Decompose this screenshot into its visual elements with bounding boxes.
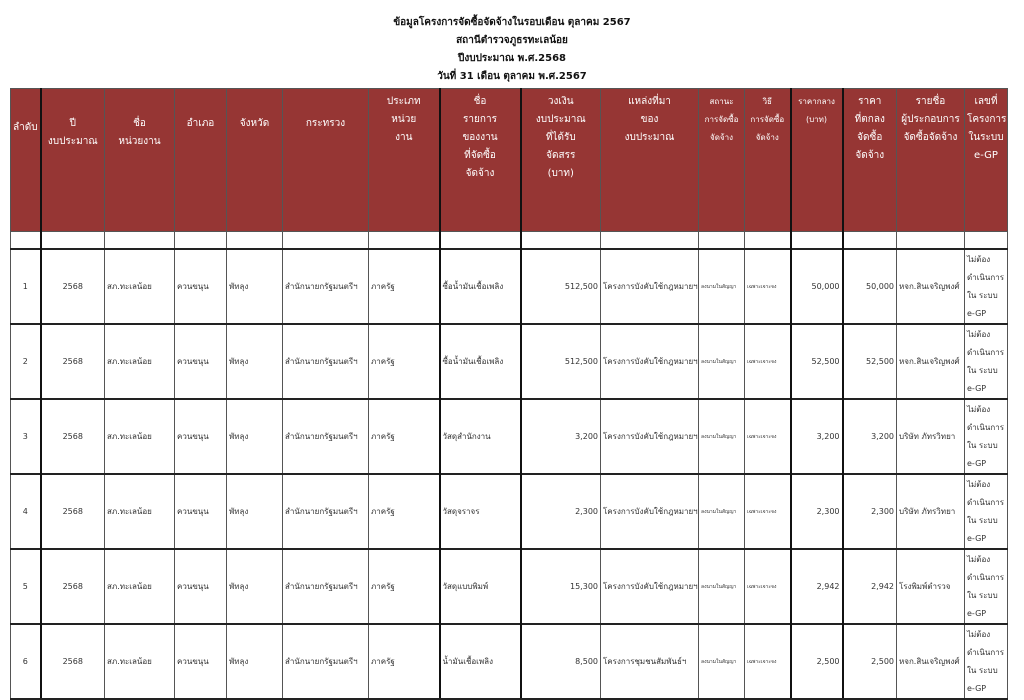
cell-agency-type: ภาครัฐ — [369, 399, 440, 474]
header-label: ราคา ที่ตกลง จัดซื้อ จัดจ้าง — [854, 96, 885, 161]
cell-district: ควนขนุน — [175, 324, 227, 399]
header-vendor — [897, 89, 965, 232]
cell-agreed-price: 52,500 — [843, 324, 897, 399]
header-no — [11, 89, 41, 232]
cell-no: 3 — [11, 399, 41, 474]
table-row — [11, 624, 1008, 699]
cell-agreed-price: 2,942 — [843, 549, 897, 624]
cell-budget-source: โครงการบังคับใช้กฎหมายฯ — [601, 249, 699, 324]
cell-vendor: โรงพิมพ์ตำรวจ — [897, 549, 965, 624]
cell-status: ลงนามในสัญญา — [699, 549, 745, 624]
cell-agency: สภ.ทะเลน้อย — [105, 549, 175, 624]
cell-agency: สภ.ทะเลน้อย — [105, 324, 175, 399]
cell-method: เฉพาะเจาะจง — [745, 399, 791, 474]
header-agency-type — [369, 89, 440, 232]
cell-item-name: วัสดุสำนักงาน — [440, 399, 521, 474]
cell-budget-source: โครงการบังคับใช้กฎหมายฯ — [601, 324, 699, 399]
cell-method: เฉพาะเจาะจง — [745, 624, 791, 699]
cell-median-price: 2,942 — [791, 549, 843, 624]
cell-egp-number: ไม่ต้อง ดำเนินการใน ระบบ e-GP — [965, 324, 1008, 399]
cell-method: เฉพาะเจาะจง — [745, 324, 791, 399]
cell-no: 1 — [11, 249, 41, 324]
cell-median-price: 50,000 — [791, 249, 843, 324]
cell-status: ลงนามในสัญญา — [699, 474, 745, 549]
cell-budget: 15,300 — [521, 549, 601, 624]
cell-budget-source: โครงการบังคับใช้กฎหมายฯ — [601, 549, 699, 624]
header-label: ลำดับ — [13, 122, 38, 133]
cell-ministry: สำนักนายกรัฐมนตรีฯ — [283, 624, 369, 699]
header-label: จังหวัด — [239, 118, 270, 129]
cell-item-name: วัสดุแบบพิมพ์ — [440, 549, 521, 624]
table-row — [11, 399, 1008, 474]
cell-median-price: 3,200 — [791, 399, 843, 474]
header-ministry — [283, 89, 369, 232]
cell-agency: สภ.ทะเลน้อย — [105, 399, 175, 474]
header-label: วงเงิน งบประมาณ ที่ได้รับ จัดสรร (บาท) — [535, 96, 586, 179]
cell-province: พัทลุง — [227, 624, 283, 699]
cell-status: ลงนามในสัญญา — [699, 324, 745, 399]
cell-vendor: บริษัท ภัทรวิทยา — [897, 399, 965, 474]
cell-agency: สภ.ทะเลน้อย — [105, 474, 175, 549]
header-label: กระทรวง — [305, 118, 346, 129]
cell-year: 2568 — [41, 249, 105, 324]
cell-ministry: สำนักนายกรัฐมนตรีฯ — [283, 549, 369, 624]
blank-row — [11, 232, 1008, 250]
cell-egp-number: ไม่ต้อง ดำเนินการใน ระบบ e-GP — [965, 399, 1008, 474]
header-label: สถานะ การจัดซื้อ จัดจ้าง — [704, 97, 739, 142]
header-province — [227, 89, 283, 232]
cell-item-name: ซื้อน้ำมันเชื้อเพลิง — [440, 249, 521, 324]
cell-district: ควนขนุน — [175, 624, 227, 699]
cell-agency-type: ภาครัฐ — [369, 624, 440, 699]
cell-province: พัทลุง — [227, 249, 283, 324]
cell-vendor: หจก.สินเจริญพงศ์ — [897, 624, 965, 699]
cell-median-price: 2,500 — [791, 624, 843, 699]
cell-agreed-price: 3,200 — [843, 399, 897, 474]
cell-agreed-price: 2,300 — [843, 474, 897, 549]
cell-province: พัทลุง — [227, 549, 283, 624]
cell-item-name: วัสดุจราจร — [440, 474, 521, 549]
cell-district: ควนขนุน — [175, 549, 227, 624]
cell-agreed-price: 2,500 — [843, 624, 897, 699]
cell-ministry: สำนักนายกรัฐมนตรีฯ — [283, 324, 369, 399]
header-label: ราคากลาง (บาท) — [798, 97, 835, 124]
title-line-2: สถานีตำรวจภูธรทะเลน้อย — [456, 35, 568, 46]
cell-year: 2568 — [41, 399, 105, 474]
cell-budget-source: โครงการบังคับใช้กฎหมายฯ — [601, 399, 699, 474]
cell-budget: 512,500 — [521, 249, 601, 324]
header-agreed-price — [843, 89, 897, 232]
cell-agreed-price: 50,000 — [843, 249, 897, 324]
cell-no: 5 — [11, 549, 41, 624]
header-label: รายชื่อ ผู้ประกอบการ จัดซื้อจัดจ้าง — [901, 96, 960, 143]
cell-vendor: หจก.สินเจริญพงศ์ — [897, 324, 965, 399]
cell-status: ลงนามในสัญญา — [699, 624, 745, 699]
cell-province: พัทลุง — [227, 474, 283, 549]
cell-budget-source: โครงการชุมชนสัมพันธ์ฯ — [601, 624, 699, 699]
cell-budget: 2,300 — [521, 474, 601, 549]
cell-budget: 8,500 — [521, 624, 601, 699]
cell-ministry: สำนักนายกรัฐมนตรีฯ — [283, 249, 369, 324]
header-label: แหล่งที่มา ของ งบประมาณ — [624, 96, 675, 143]
title-line-1: ข้อมูลโครงการจัดซื้อจัดจ้างในรอบเดือน ตุลาคม 2567 — [393, 17, 631, 28]
header-label: ประเภท หน่วย งาน — [386, 96, 421, 143]
cell-year: 2568 — [41, 624, 105, 699]
cell-item-name: ซื้อน้ำมันเชื้อเพลิง — [440, 324, 521, 399]
header-median-price — [791, 89, 843, 232]
cell-no: 2 — [11, 324, 41, 399]
header-agency — [105, 89, 175, 232]
cell-agency-type: ภาครัฐ — [369, 324, 440, 399]
cell-district: ควนขนุน — [175, 249, 227, 324]
table-row — [11, 549, 1008, 624]
cell-vendor: บริษัท ภัทรวิทยา — [897, 474, 965, 549]
cell-district: ควนขนุน — [175, 399, 227, 474]
header-label: อำเภอ — [186, 118, 215, 129]
cell-budget: 512,500 — [521, 324, 601, 399]
header-label: วิธี การจัดซื้อ จัดจ้าง — [750, 97, 785, 142]
header-status — [699, 89, 745, 232]
cell-ministry: สำนักนายกรัฐมนตรีฯ — [283, 474, 369, 549]
title-line-3: ปีงบประมาณ พ.ศ.2568 — [457, 53, 566, 64]
cell-agency: สภ.ทะเลน้อย — [105, 249, 175, 324]
header-method — [745, 89, 791, 232]
cell-agency-type: ภาครัฐ — [369, 474, 440, 549]
header-budget-source — [601, 89, 699, 232]
cell-agency-type: ภาครัฐ — [369, 549, 440, 624]
procurement-table — [10, 88, 1008, 700]
cell-ministry: สำนักนายกรัฐมนตรีฯ — [283, 399, 369, 474]
table-row — [11, 249, 1008, 324]
cell-province: พัทลุง — [227, 324, 283, 399]
cell-budget: 3,200 — [521, 399, 601, 474]
header-row — [11, 89, 1008, 232]
cell-method: เฉพาะเจาะจง — [745, 474, 791, 549]
cell-median-price: 2,300 — [791, 474, 843, 549]
header-label: ปี งบประมาณ — [47, 118, 98, 147]
header-label: ชื่อ หน่วยงาน — [118, 118, 161, 147]
cell-no: 6 — [11, 624, 41, 699]
cell-agency-type: ภาครัฐ — [369, 249, 440, 324]
cell-no: 4 — [11, 474, 41, 549]
cell-province: พัทลุง — [227, 399, 283, 474]
cell-method: เฉพาะเจาะจง — [745, 549, 791, 624]
cell-egp-number: ไม่ต้อง ดำเนินการใน ระบบ e-GP — [965, 474, 1008, 549]
cell-egp-number: ไม่ต้อง ดำเนินการใน ระบบ e-GP — [965, 249, 1008, 324]
header-item-name — [440, 89, 521, 232]
header-egp-number — [965, 89, 1008, 232]
cell-agency: สภ.ทะเลน้อย — [105, 624, 175, 699]
cell-method: เฉพาะเจาะจง — [745, 249, 791, 324]
cell-egp-number: ไม่ต้อง ดำเนินการใน ระบบ e-GP — [965, 624, 1008, 699]
header-label: ชื่อ รายการ ของงาน ที่จัดซื้อ จัดจ้าง — [462, 96, 498, 179]
cell-district: ควนขนุน — [175, 474, 227, 549]
cell-budget-source: โครงการบังคับใช้กฎหมายฯ — [601, 474, 699, 549]
table-row — [11, 474, 1008, 549]
header-year — [41, 89, 105, 232]
cell-year: 2568 — [41, 324, 105, 399]
header-budget — [521, 89, 601, 232]
cell-year: 2568 — [41, 474, 105, 549]
cell-year: 2568 — [41, 549, 105, 624]
title-line-4: วันที่ 31 เดือน ตุลาคม พ.ศ.2567 — [437, 71, 587, 82]
header-label: เลขที่ โครงการ ในระบบ e-GP — [967, 96, 1007, 161]
cell-status: ลงนามในสัญญา — [699, 399, 745, 474]
cell-vendor: หจก.สินเจริญพงศ์ — [897, 249, 965, 324]
cell-status: ลงนามในสัญญา — [699, 249, 745, 324]
cell-egp-number: ไม่ต้อง ดำเนินการใน ระบบ e-GP — [965, 549, 1008, 624]
cell-item-name: น้ำมันเชื้อเพลิง — [440, 624, 521, 699]
cell-median-price: 52,500 — [791, 324, 843, 399]
header-district — [175, 89, 227, 232]
document-titles — [0, 14, 1024, 86]
table-row — [11, 324, 1008, 399]
